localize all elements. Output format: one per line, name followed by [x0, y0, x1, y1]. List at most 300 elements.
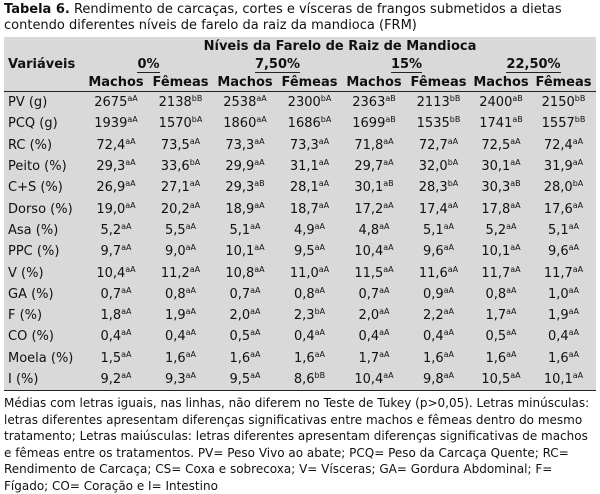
table-row — [4, 348, 596, 369]
value-cell — [342, 305, 406, 326]
row-label: Peito (%) — [8, 159, 67, 175]
cell-value: 1557 — [541, 116, 575, 132]
value-cell — [342, 220, 406, 241]
significance-letters: aA — [379, 221, 390, 231]
value-cell — [342, 156, 406, 177]
value-cell — [531, 262, 596, 283]
significance-letters: aA — [572, 371, 584, 380]
significance-letters: aA — [127, 94, 138, 104]
significance-letters: aA — [185, 285, 197, 295]
significance-letters: aA — [443, 285, 455, 295]
cell-value: 0,9 — [422, 286, 444, 302]
value-cell — [531, 220, 596, 241]
significance-letters: aA — [383, 200, 394, 210]
significance-letters: aA — [506, 307, 517, 317]
cell-value: 0,4 — [164, 329, 186, 345]
value-cell — [406, 262, 471, 283]
cell-value: 29,3 — [225, 180, 255, 196]
significance-letters: aA — [318, 264, 330, 274]
value-cell — [406, 198, 471, 219]
significance-letters: aA — [568, 349, 580, 359]
significance-letters: aA — [383, 158, 394, 168]
value-cell — [277, 177, 342, 198]
femeas-header: Fêmeas — [152, 74, 209, 90]
cell-value: 1,6 — [293, 350, 315, 366]
significance-letters: aA — [510, 243, 521, 253]
significance-letters: aA — [383, 371, 394, 380]
variables-header: Variáveis — [8, 56, 76, 72]
cell-value: 1741 — [479, 116, 513, 132]
significance-letters: aA — [125, 136, 136, 146]
level-header — [342, 55, 471, 73]
level-header — [84, 55, 213, 73]
significance-letters: aA — [250, 349, 261, 359]
significance-letters: aA — [314, 243, 326, 253]
cell-value: 9,8 — [422, 372, 444, 387]
cell-value: 5,1 — [422, 222, 444, 238]
row-label: RC (%) — [8, 137, 53, 153]
cell-value: 72,4 — [543, 137, 573, 153]
level-header — [471, 55, 596, 73]
cell-value: 1,6 — [485, 350, 507, 366]
levels-header-row — [4, 55, 596, 73]
value-cell — [148, 220, 213, 241]
significance-letters: aA — [250, 285, 261, 295]
value-cell — [148, 135, 213, 156]
cell-value: 9,6 — [547, 244, 569, 260]
value-cell — [471, 198, 531, 219]
significance-letters: aA — [250, 307, 261, 317]
cell-value: 9,3 — [164, 372, 186, 387]
cell-value: 2150 — [541, 95, 575, 111]
value-cell — [342, 92, 406, 114]
value-cell — [148, 348, 213, 369]
significance-letters: aA — [189, 200, 201, 210]
cell-value: 27,1 — [160, 180, 190, 196]
significance-letters: bA — [320, 115, 332, 125]
table-row — [4, 113, 596, 134]
row-label: Asa (%) — [8, 222, 59, 238]
value-cell — [277, 326, 342, 347]
level-header-text: 22,50% — [506, 56, 561, 72]
significance-letters: aB — [512, 115, 523, 125]
value-cell — [277, 198, 342, 219]
significance-letters: aA — [314, 328, 326, 338]
value-cell — [342, 284, 406, 305]
cell-value: 2,3 — [293, 308, 315, 324]
significance-letters: aA — [121, 307, 132, 317]
cell-value: 30,1 — [481, 159, 511, 175]
cell-value: 10,4 — [96, 265, 126, 281]
value-cell — [342, 348, 406, 369]
table-caption — [4, 2, 596, 34]
value-cell — [531, 241, 596, 262]
cell-value: 19,0 — [96, 201, 126, 217]
significance-letters: aA — [572, 158, 584, 168]
cell-value: 10,5 — [481, 372, 511, 387]
significance-letters: aA — [127, 115, 138, 125]
significance-letters: aA — [568, 328, 580, 338]
table-row — [4, 262, 596, 283]
value-cell — [84, 241, 148, 262]
value-cell — [471, 241, 531, 262]
significance-letters: aA — [121, 349, 132, 359]
value-cell — [84, 177, 148, 198]
cell-value: 1,6 — [547, 350, 569, 366]
value-cell — [531, 92, 596, 114]
significance-letters: aA — [447, 264, 459, 274]
value-cell — [84, 326, 148, 347]
cell-value: 28,0 — [543, 180, 573, 196]
value-cell — [148, 369, 213, 391]
value-cell — [342, 326, 406, 347]
value-cell — [277, 262, 342, 283]
value-cell — [471, 113, 531, 134]
value-cell — [213, 113, 277, 134]
cell-value: 31,1 — [289, 159, 319, 175]
table-row — [4, 220, 596, 241]
value-cell — [342, 198, 406, 219]
value-cell — [531, 177, 596, 198]
value-cell — [406, 92, 471, 114]
significance-letters: aA — [318, 158, 330, 168]
significance-letters: aA — [383, 243, 394, 253]
row-label: I (%) — [4, 369, 84, 391]
table-row — [4, 241, 596, 262]
cell-value: 11,2 — [160, 265, 190, 281]
value-cell — [277, 156, 342, 177]
value-cell — [471, 369, 531, 391]
significance-letters: aA — [447, 136, 459, 146]
value-cell — [531, 113, 596, 134]
cell-value: 11,6 — [418, 265, 448, 281]
value-cell — [148, 262, 213, 283]
value-cell — [277, 305, 342, 326]
value-cell — [148, 284, 213, 305]
value-cell — [342, 135, 406, 156]
cell-value: 1,9 — [547, 308, 569, 324]
value-cell — [213, 369, 277, 391]
machos-header: Machos — [346, 74, 402, 90]
significance-letters: bA — [447, 179, 459, 189]
cell-value: 0,4 — [358, 329, 380, 345]
significance-letters: aA — [256, 94, 267, 104]
significance-letters: aA — [250, 328, 261, 338]
cell-value: 31,9 — [543, 159, 573, 175]
significance-letters: aA — [189, 136, 201, 146]
caption-label: Tabela 6. — [4, 2, 70, 17]
significance-letters: aA — [443, 243, 455, 253]
significance-letters: bB — [449, 115, 461, 125]
value-cell — [213, 305, 277, 326]
row-label: PV (g) — [4, 92, 84, 114]
value-cell — [213, 177, 277, 198]
significance-letters: bB — [574, 115, 586, 125]
row-label: C+S (%) — [8, 180, 63, 196]
caption-text: Rendimento de carcaças, cortes e vísceras de frangos submetidos a dietas contendo diferentes níveis de farelo da raiz da mandioca (FRM) — [4, 2, 562, 33]
cell-value: 5,1 — [229, 222, 251, 238]
cell-value: 1,9 — [164, 308, 186, 324]
row-label: Dorso (%) — [8, 201, 73, 217]
significance-letters: aA — [185, 243, 197, 253]
cell-value: 30,3 — [481, 180, 511, 196]
cell-value: 0,4 — [547, 329, 569, 345]
significance-letters: aA — [568, 307, 580, 317]
significance-letters: aA — [121, 328, 132, 338]
cell-value: 28,1 — [289, 180, 319, 196]
value-cell — [213, 92, 277, 114]
cell-value: 1686 — [287, 116, 321, 132]
value-cell — [84, 262, 148, 283]
significance-letters: aB — [383, 179, 394, 189]
value-cell — [406, 348, 471, 369]
value-cell — [277, 113, 342, 134]
cell-value: 17,8 — [481, 201, 511, 217]
cell-value: 9,6 — [422, 244, 444, 260]
value-cell — [406, 284, 471, 305]
femeas-header: Fêmeas — [410, 74, 467, 90]
significance-letters: aA — [125, 264, 136, 274]
significance-letters: aA — [318, 200, 330, 210]
cell-value: 17,4 — [418, 201, 448, 217]
significance-letters: bA — [314, 307, 326, 317]
value-cell — [471, 305, 531, 326]
significance-letters: aA — [254, 158, 265, 168]
table-row — [4, 92, 596, 114]
significance-letters: aA — [383, 136, 394, 146]
significance-letters: aB — [510, 179, 521, 189]
significance-letters: aB — [254, 179, 265, 189]
significance-letters: aA — [318, 179, 330, 189]
cell-value: 0,7 — [358, 286, 380, 302]
value-cell — [213, 326, 277, 347]
cell-value: 2,0 — [229, 308, 251, 324]
cell-value: 5,1 — [547, 222, 569, 238]
table-body — [4, 92, 596, 391]
cell-value: 1570 — [158, 116, 192, 132]
value-cell — [84, 113, 148, 134]
significance-letters: bA — [572, 179, 584, 189]
value-cell — [342, 241, 406, 262]
cell-value: 2,0 — [358, 308, 380, 324]
value-cell — [213, 220, 277, 241]
cell-value: 2300 — [287, 95, 321, 111]
significance-letters: aA — [189, 264, 201, 274]
femeas-header: Fêmeas — [535, 74, 592, 90]
machos-header: Machos — [473, 74, 529, 90]
value-cell — [84, 220, 148, 241]
value-cell — [148, 241, 213, 262]
value-cell — [84, 348, 148, 369]
cell-value: 9,0 — [164, 244, 186, 260]
value-cell — [148, 92, 213, 114]
cell-value: 32,0 — [418, 159, 448, 175]
cell-value: 0,8 — [485, 286, 507, 302]
cell-value: 1,6 — [422, 350, 444, 366]
value-cell — [277, 92, 342, 114]
value-cell — [84, 156, 148, 177]
cell-value: 2,2 — [422, 308, 444, 324]
significance-letters: bA — [320, 94, 332, 104]
cell-value: 0,8 — [293, 286, 315, 302]
row-label: PCQ (g) — [8, 116, 58, 132]
value-cell — [406, 177, 471, 198]
cell-value: 72,7 — [418, 137, 448, 153]
significance-letters: bB — [314, 371, 326, 380]
cell-value: 1,7 — [485, 308, 507, 324]
cell-value: 10,4 — [354, 244, 384, 260]
significance-letters: aA — [379, 285, 390, 295]
cell-value: 4,9 — [293, 222, 315, 238]
row-label: Moela (%) — [8, 350, 74, 366]
cell-value: 2363 — [352, 95, 386, 111]
significance-letters: aA — [568, 243, 580, 253]
table-row — [4, 156, 596, 177]
significance-letters: aA — [510, 264, 521, 274]
significance-letters: aA — [125, 179, 136, 189]
significance-letters: aA — [250, 221, 261, 231]
value-cell — [406, 326, 471, 347]
value-cell — [84, 198, 148, 219]
value-cell — [406, 156, 471, 177]
cell-value: 9,5 — [293, 244, 315, 260]
significance-letters: bB — [574, 94, 586, 104]
significance-letters: aA — [572, 264, 584, 274]
significance-letters: aA — [510, 136, 521, 146]
value-cell — [531, 369, 596, 391]
cell-value: 1939 — [94, 116, 128, 132]
value-cell — [277, 348, 342, 369]
cell-value: 5,2 — [485, 222, 507, 238]
significance-letters: aA — [443, 349, 455, 359]
cell-value: 0,8 — [164, 286, 186, 302]
cell-value: 5,5 — [164, 222, 186, 238]
significance-letters: aA — [443, 328, 455, 338]
significance-letters: aA — [125, 200, 136, 210]
cell-value: 1,6 — [164, 350, 186, 366]
table-row — [4, 369, 596, 391]
cell-value: 10,4 — [354, 372, 384, 387]
row-label: V (%) — [8, 265, 44, 281]
cell-value: 73,3 — [225, 137, 255, 153]
significance-letters: aA — [250, 371, 261, 380]
value-cell — [213, 262, 277, 283]
cell-value: 0,4 — [100, 329, 122, 345]
significance-letters: bA — [447, 158, 459, 168]
significance-letters: aA — [185, 221, 197, 231]
cell-value: 1,5 — [100, 350, 122, 366]
cell-value: 4,8 — [358, 222, 380, 238]
cell-value: 10,1 — [225, 244, 255, 260]
table-row — [4, 305, 596, 326]
value-cell — [277, 220, 342, 241]
value-cell — [406, 113, 471, 134]
value-cell — [406, 135, 471, 156]
value-cell — [406, 241, 471, 262]
cell-value: 30,1 — [354, 180, 384, 196]
value-cell — [213, 348, 277, 369]
cell-value: 5,2 — [100, 222, 122, 238]
cell-value: 33,6 — [160, 159, 190, 175]
cell-value: 2138 — [158, 95, 192, 111]
value-cell — [342, 369, 406, 391]
level-header-text: 15% — [390, 56, 423, 72]
value-cell — [471, 348, 531, 369]
significance-letters: aA — [379, 328, 390, 338]
value-cell — [471, 135, 531, 156]
table-row — [4, 177, 596, 198]
significance-letters: aA — [510, 371, 521, 380]
significance-letters: aA — [506, 221, 517, 231]
significance-letters: bB — [449, 94, 461, 104]
cell-value: 1860 — [223, 116, 257, 132]
value-cell — [84, 369, 148, 391]
significance-letters: aA — [185, 307, 197, 317]
value-cell — [406, 220, 471, 241]
value-cell — [531, 326, 596, 347]
significance-letters: aA — [383, 264, 394, 274]
value-cell — [213, 241, 277, 262]
value-cell — [406, 305, 471, 326]
significance-letters: aA — [318, 136, 330, 146]
significance-letters: aB — [385, 94, 396, 104]
value-cell — [531, 305, 596, 326]
value-cell — [406, 369, 471, 391]
cell-value: 9,2 — [100, 372, 122, 387]
femeas-header: Fêmeas — [281, 74, 338, 90]
value-cell — [277, 135, 342, 156]
value-cell — [531, 348, 596, 369]
cell-value: 11,5 — [354, 265, 384, 281]
significance-letters: aA — [572, 136, 584, 146]
significance-letters: aA — [447, 200, 459, 210]
machos-header: Machos — [217, 74, 273, 90]
value-cell — [471, 326, 531, 347]
significance-letters: aA — [185, 371, 197, 380]
value-cell — [471, 262, 531, 283]
value-cell — [277, 241, 342, 262]
significance-letters: aA — [510, 200, 521, 210]
machos-header: Machos — [88, 74, 144, 90]
significance-letters: aA — [568, 221, 580, 231]
significance-letters: aA — [121, 285, 132, 295]
cell-value: 0,4 — [293, 329, 315, 345]
value-cell — [84, 284, 148, 305]
cell-value: 17,2 — [354, 201, 384, 217]
significance-letters: aA — [121, 221, 132, 231]
cell-value: 8,6 — [293, 372, 315, 387]
significance-letters: aA — [314, 221, 326, 231]
table-row — [4, 326, 596, 347]
value-cell — [148, 156, 213, 177]
cell-value: 28,3 — [418, 180, 448, 196]
cell-value: 1,7 — [358, 350, 380, 366]
value-cell — [148, 177, 213, 198]
value-cell — [213, 198, 277, 219]
significance-letters: aA — [314, 285, 326, 295]
cell-value: 1,8 — [100, 308, 122, 324]
cell-value: 71,8 — [354, 137, 384, 153]
value-cell — [277, 284, 342, 305]
significance-letters: aA — [506, 285, 517, 295]
significance-letters: aB — [512, 94, 523, 104]
value-cell — [471, 177, 531, 198]
cell-value: 18,9 — [225, 201, 255, 217]
cell-value: 29,9 — [225, 159, 255, 175]
value-cell — [531, 198, 596, 219]
cell-value: 9,5 — [229, 372, 251, 387]
significance-letters: aA — [185, 349, 197, 359]
